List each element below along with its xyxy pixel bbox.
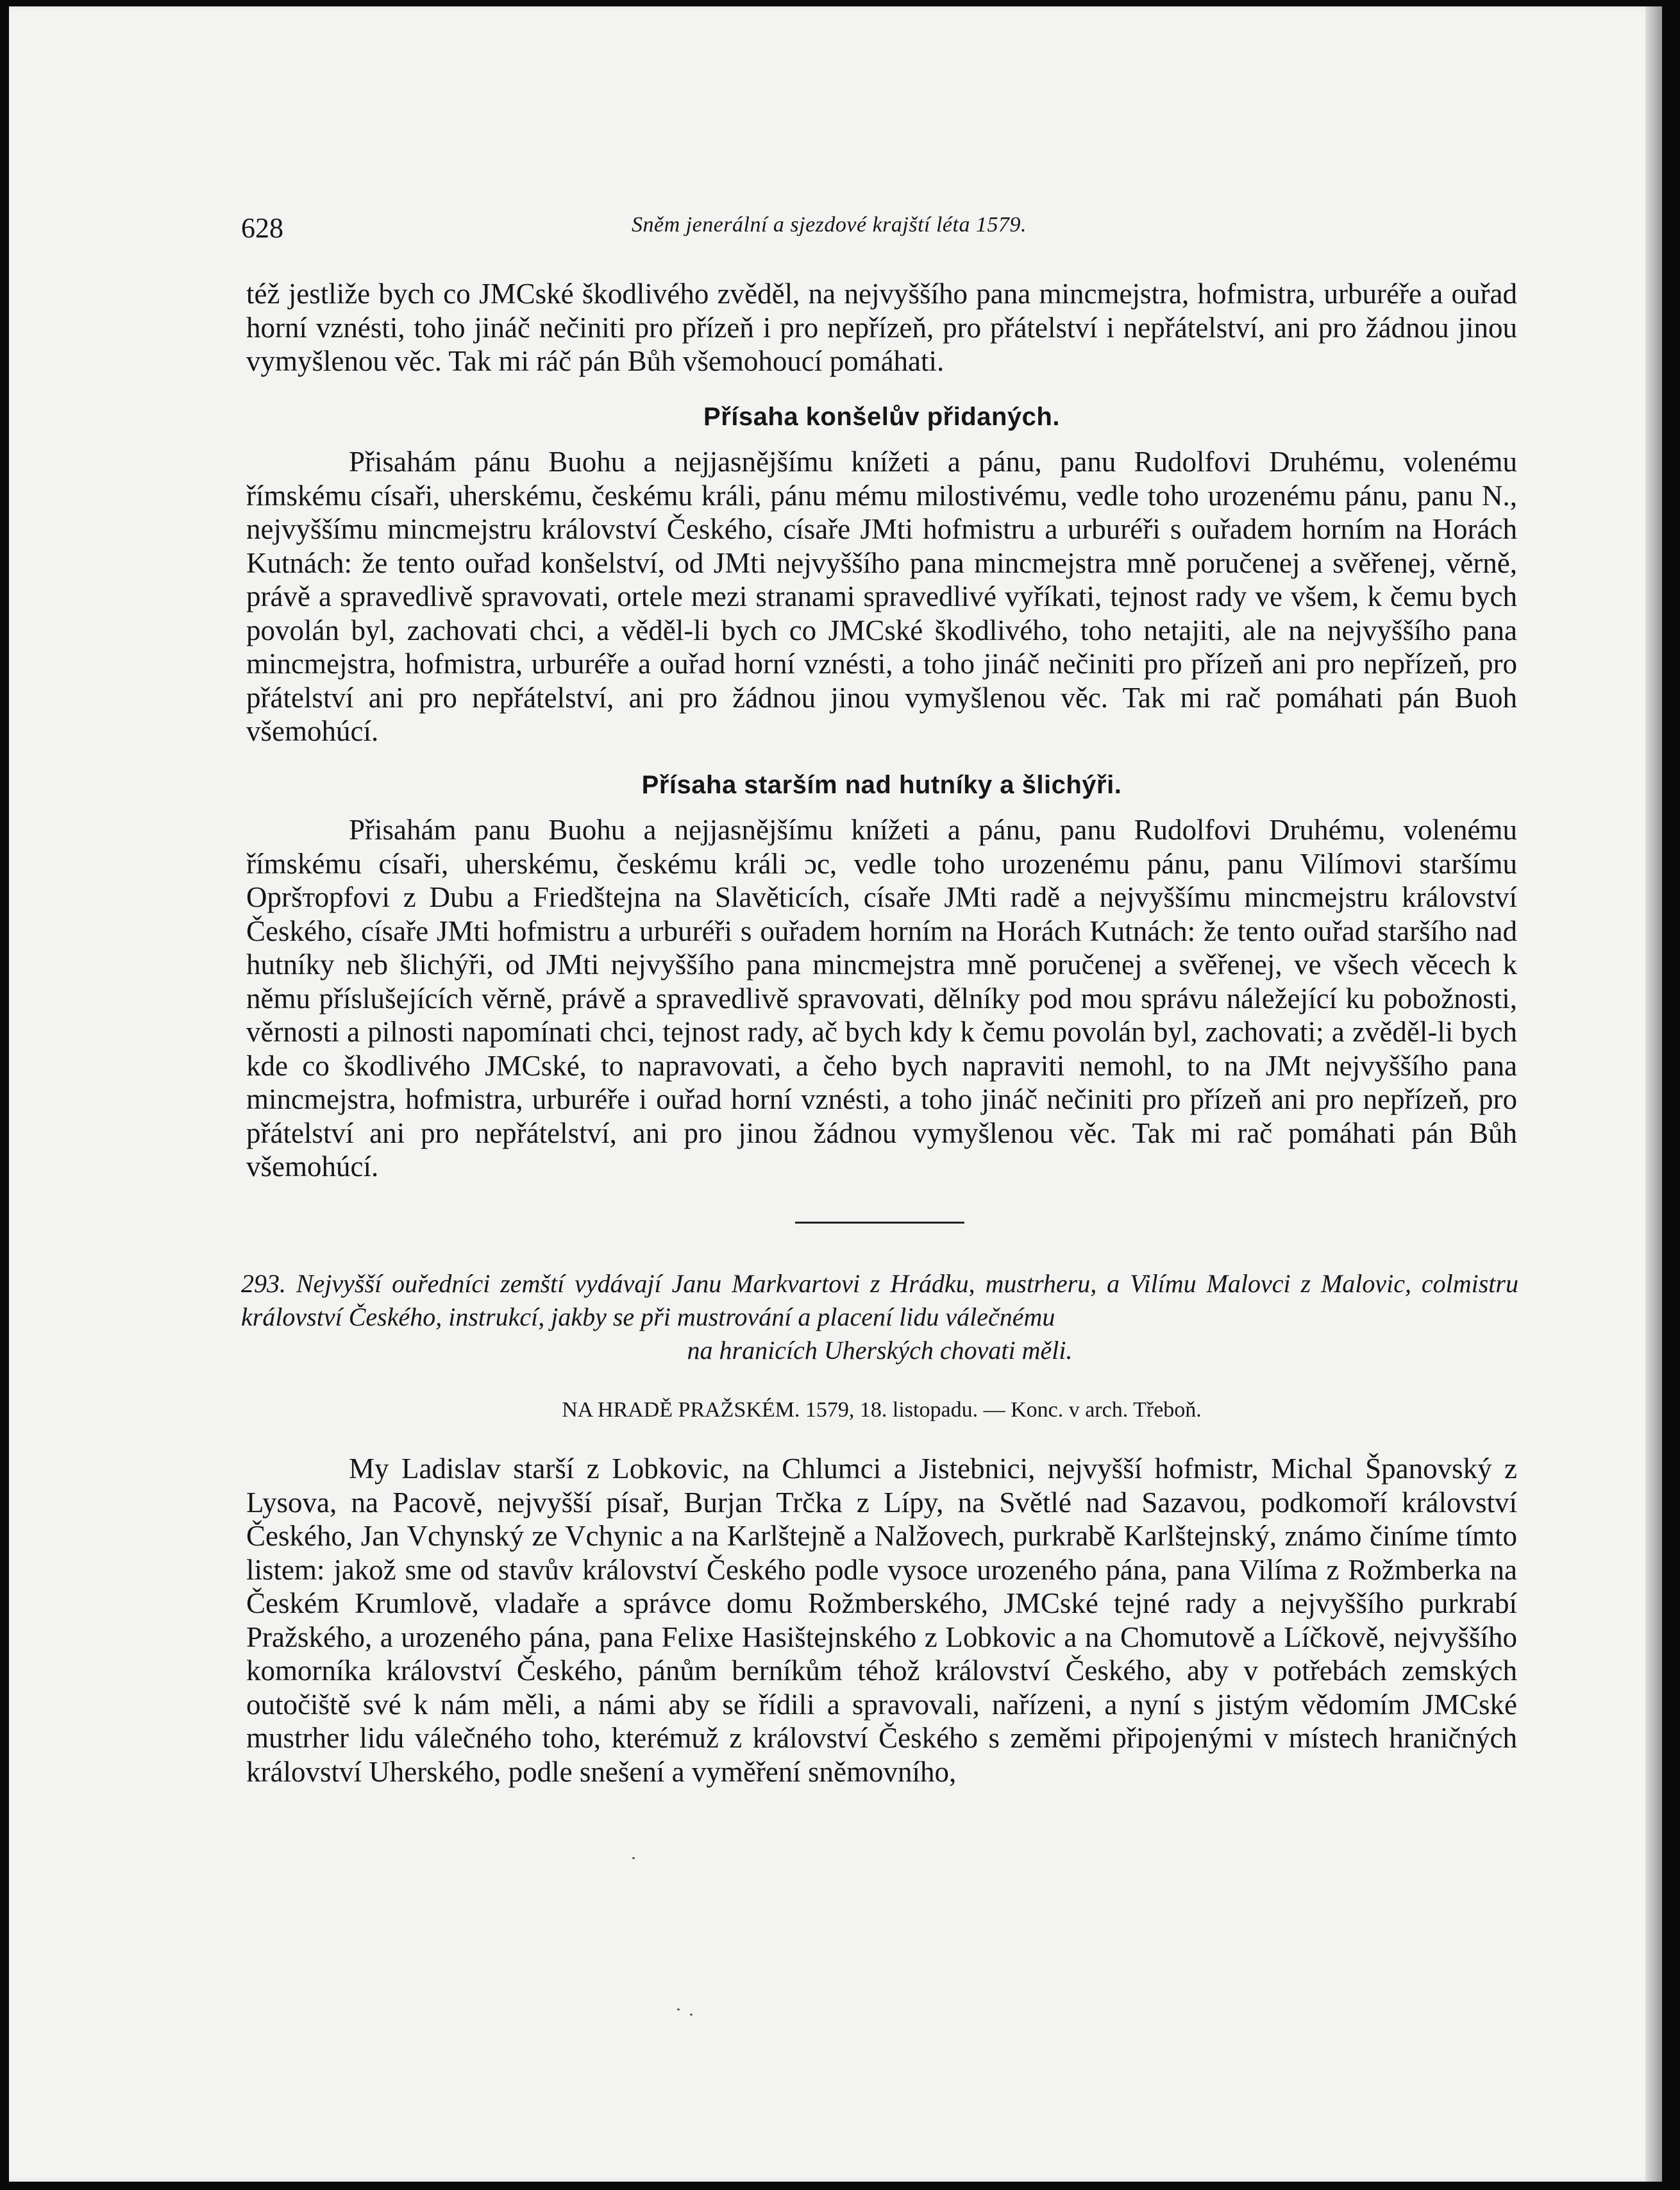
- page-edge-shadow: [1645, 6, 1662, 2182]
- oath-elders-paragraph: Přisahám panu Buohu a nejjasnějšímu knížeti a pánu, panu Rudolfovi Druhému, volenému římskému císaři, uherskému, českému králi ɔc, vedle toho urozenému pánu, panu Vilímovi staršímu Opršторfovi z Dubu a Friedštejna na Slavěticích, císaře JMti radě a nejvyššímu mincmejstru království Českého, císaře JMti hofmistru a urburéři s ouřadem horním na Horách Kutnách: že tento ouřad staršího nad hutníky neb šlichýři, od JMti nejvyššího pana mincmejstra mně poručenej a svěřenej, ve všech věcech k němu příslušejících věrně, právě a spravedlivě spravovati, dělníky pod mou správu náležející ku pobožnosti, věrnosti a pilnosti napomínati chci, tejnost rady, ač bych kdy k čemu povolán byl, zachovati; a zvěděl-li bych kde co škodlivého JMCské, to napravovati, a čeho bych napraviti nemohl, to na JMt nejvyššího pana mincmejstra, hofmistra, urburéře i ouřad horní vznésti, a toho jináč nečiniti pro přízeň ani pro nepřízeň, pro přátelství ani pro nepřátelství, ani pro jinou žádnou vymyšlenou věc. Tak mi rač pomáhati pán Bůh všemohúcí.: [246, 814, 1517, 1183]
- oath-councillors-section: [246, 403, 1517, 432]
- page-header: [237, 206, 1421, 245]
- oath-elders-body: [246, 813, 1517, 1184]
- oath-councillors-heading: Přísaha konšelův přidaných.: [703, 403, 1060, 431]
- page-number: 628: [241, 212, 283, 244]
- scan-speck: [632, 1857, 635, 1859]
- document-title: [241, 1267, 1518, 1367]
- document-title-main: 293. Nejvyšší ouředníci zemští vydávají Janu Markvartovi z Hrádku, mustrheru, a Vilímu Malovci z Malovic, colmistru království Českého, instrukcí, jakby se při mustrování a placení lidu válečnému: [241, 1269, 1518, 1331]
- oath-councillors-body: [246, 445, 1517, 748]
- oath-councillors-paragraph: Přisahám pánu Buohu a nejjasnějšímu knížeti a pánu, panu Rudolfovi Druhému, volenému římskému císaři, uherskému, českému králi, pánu mému milostivému, vedle toho urozenému pánu, panu N., nejvyššímu mincmejstru království Českého, císaře JMti hofmistru a urburéři s ouřadem horním na Horách Kutnách: že tento ouřad konšelství, od JMti nejvyššího pana mincmejstra mně poručenej a svěřenej, věrně, právě a spravedlivě spravovati, ortele mezi stranami spravedlivé vyříkati, tejnost rady ve všem, k čemu bych povolán byl, zachovati chci, a věděl-li bych co JMCské škodlivého, toho netajiti, ale na nejvyššího pana mincmejstra, hofmistra, urburéře a ouřad horní vznésti, a toho jináč nečiniti pro přízeň ani pro nepřízeň, pro přátelství ani pro nepřátelství, ani pro žádnou jinou vymyšlenou věc. Tak mi rač pomáhati pán Buoh všemohúcí.: [246, 446, 1517, 747]
- scan-speck: [690, 2014, 693, 2016]
- continuation-block: [246, 277, 1517, 378]
- section-divider-rule: [795, 1222, 964, 1224]
- document-body: [246, 1452, 1517, 1789]
- scan-speck: [677, 2009, 680, 2010]
- oath-elders-section: [246, 771, 1517, 800]
- continuation-paragraph: též jestliže bych co JMCské škodlivého zvěděl, na nejvyššího pana mincmejstra, hofmistra, urburéře a ouřad horní vznésti, toho jináč nečiniti pro přízeň i pro nepřízeň, pro přátelství i nepřátelství, ani pro žádnou jinou vymyšlenou věc. Tak mi ráč pán Bůh všemohoucí pomáhati.: [246, 278, 1517, 377]
- oath-elders-heading: Přísaha starším nad hutníky a šlichýři.: [641, 771, 1122, 799]
- document-dateline: NA HRADĚ PRAŽSKÉM. 1579, 18. listopadu. — Konc. v arch. Třeboň.: [562, 1398, 1202, 1422]
- document-paragraph: My Ladislav starší z Lobkovic, na Chlumci a Jistebnici, nejvyšší hofmistr, Michal Španovský z Lysova, na Pacově, nejvyšší písař, Burjan Trčka z Lípy, na Světlé nad Sazavou, podkomoří království Českého, Jan Vchynský ze Vchynic a na Karlštejně a Nalžovech, purkrabě Karlštejnský, známo činíme tímto listem: jakož sme od stavův království Českého podle vysoce urozeného pána, pana Vilíma z Rožmberka na Českém Krumlově, vladaře a správce domu Rožmberského, JMCské tejné rady a nejvyššího purkrabí Pražského, a urozeného pána, pana Felixe Hasištejnského z Lobkovic a na Chomutově a Líčkově, nejvyššího komorníka království Českého, pánům berníkům téhož království Českého, aby v potřebách zemských outočiště své k nám měli, a námi aby se řídili a spravovali, nařízeni, a nyní s jistým vědomím JMCské mustrher lidu válečného toho, kterémuž z království Českého s zeměmi připojenými v místech hraničných království Uherského, podle snešení a vyměření sněmovního,: [246, 1453, 1517, 1788]
- document-title-last-line: na hranicích Uherských chovati měli.: [687, 1336, 1073, 1365]
- running-head: Sněm jenerální a sjezdové krajští léta 1579.: [632, 213, 1027, 237]
